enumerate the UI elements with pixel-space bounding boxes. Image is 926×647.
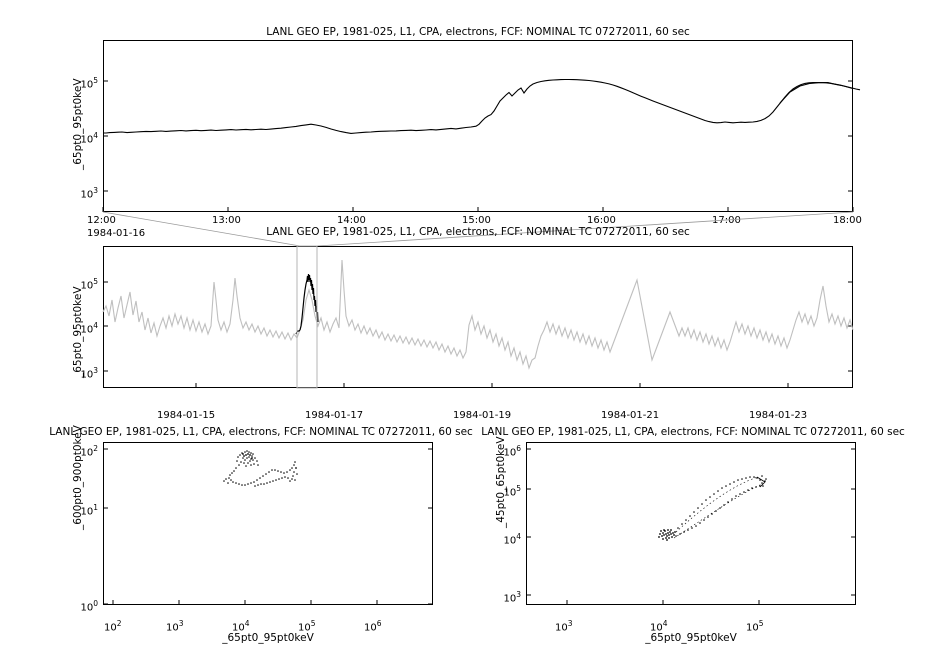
panel2-xtick-4: 1984-01-23 — [749, 410, 808, 421]
panel1-xtick-date: 1984-01-16 — [87, 228, 146, 239]
panel1-y-axis-label: _65pt0_95pt0keV — [72, 78, 84, 170]
panel2-xtick-3: 1984-01-21 — [601, 410, 660, 421]
panel3-xtick-2: $10^4$ — [232, 619, 250, 634]
panel1-title: LANL GEO EP, 1981-025, L1, CPA, electrons, FCF: NOMINAL TC 07272011, 60 sec — [266, 26, 690, 38]
panel2-xtick-0: 1984-01-15 — [157, 410, 216, 421]
panel4-ytick-1e3: $10^3$ — [503, 590, 521, 605]
panel1-xtick-2: 14:00 — [337, 215, 366, 226]
panel3-xtick-4: $10^6$ — [364, 619, 382, 634]
panel3-ytick-1e0: $10^0$ — [80, 599, 98, 614]
panel3-xtick-1: $10^3$ — [166, 619, 184, 634]
panel2-plot-area — [103, 246, 853, 388]
panel4-xtick-1: $10^4$ — [650, 619, 668, 634]
panel2-ytick-1e4: $10^4$ — [80, 321, 98, 336]
panel3-xtick-0: $10^2$ — [104, 619, 122, 634]
panel1-xtick-5: 17:00 — [712, 215, 741, 226]
panel3-xtick-3: $10^5$ — [298, 619, 316, 634]
panel4-plot-area — [526, 442, 856, 605]
panel1-xtick-0: 12:00 — [87, 215, 116, 226]
panel4-x-axis-label: _65pt0_95pt0keV — [645, 632, 737, 644]
panel1-xtick-4: 16:00 — [587, 215, 616, 226]
panel3-plot-area — [103, 442, 433, 605]
panel1-xtick-3: 15:00 — [462, 215, 491, 226]
panel1-xtick-1: 13:00 — [212, 215, 241, 226]
panel3-x-axis-label: _65pt0_95pt0keV — [222, 632, 314, 644]
panel4-ytick-1e4: $10^4$ — [503, 532, 521, 547]
panel4-xtick-2: $10^5$ — [746, 619, 764, 634]
panel1-ytick-1e5: $10^5$ — [80, 76, 98, 91]
panel2-y-axis-label: _65pt0_95pt0keV — [72, 286, 84, 378]
panel4-ytick-1e6: $10^6$ — [503, 444, 521, 459]
panel3-title: LANL GEO EP, 1981-025, L1, CPA, electrons, FCF: NOMINAL TC 07272011, 60 sec — [49, 426, 473, 438]
panel4-y-axis-label: _45pt0_65pt0keV — [495, 436, 507, 528]
panel2-xtick-2: 1984-01-19 — [453, 410, 512, 421]
panel2-ytick-1e5: $10^5$ — [80, 277, 98, 292]
panel2-ytick-1e3: $10^3$ — [80, 366, 98, 381]
panel1-plot-area — [103, 40, 853, 212]
panel1-xtick-6: 18:00 — [833, 215, 862, 226]
panel4-xtick-0: $10^3$ — [555, 619, 573, 634]
panel4-ytick-1e5: $10^5$ — [503, 484, 521, 499]
panel1-ytick-1e4: $10^4$ — [80, 131, 98, 146]
panel2-title: LANL GEO EP, 1981-025, L1, CPA, electrons, FCF: NOMINAL TC 07272011, 60 sec — [266, 226, 690, 238]
panel3-ytick-1e1: $10^1$ — [80, 503, 98, 518]
panel2-xtick-1: 1984-01-17 — [305, 410, 364, 421]
panel3-y-axis-label: _600pt0_900pt0keV — [72, 425, 84, 530]
panel1-ytick-1e3: $10^3$ — [80, 186, 98, 201]
panel3-ytick-1e2: $10^2$ — [80, 444, 98, 459]
panel4-title: LANL GEO EP, 1981-025, L1, CPA, electrons, FCF: NOMINAL TC 07272011, 60 sec — [481, 426, 905, 438]
